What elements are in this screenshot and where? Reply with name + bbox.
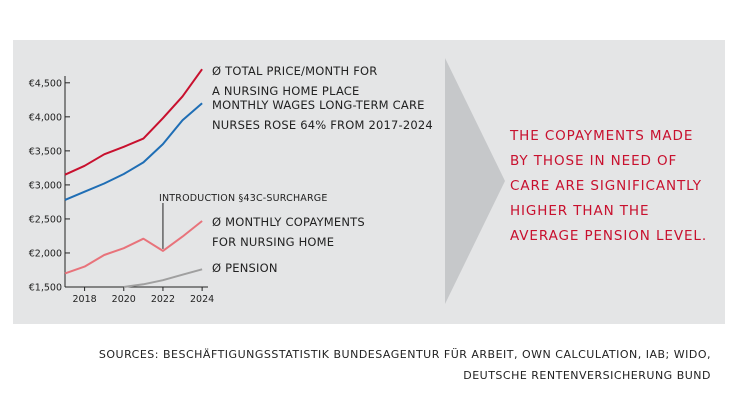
x-tick-label: 2024 xyxy=(190,294,215,305)
series-line-2 xyxy=(65,221,202,273)
series-label-3: Ø PENSION xyxy=(212,261,278,275)
conclusion-text xyxy=(510,124,730,249)
y-tick-label: €3,500 xyxy=(28,146,62,158)
conclusion-line: BY THOSE IN NEED OF xyxy=(510,153,678,169)
sources-note xyxy=(99,344,711,386)
series-label-0: Ø TOTAL PRICE/MONTH FOR xyxy=(212,64,378,78)
x-tick-label: 2020 xyxy=(111,294,136,305)
y-tick-label: €4,500 xyxy=(28,78,62,90)
sources-line: SOURCES: BESCHÄFTIGUNGSSTATISTIK BUNDESAGENTUR FÜR ARBEIT, OWN CALCULATION, IAB; WIDO, xyxy=(98,348,711,361)
series-label-0: A NURSING HOME PLACE xyxy=(212,84,360,98)
y-tick-label: €1,500 xyxy=(28,282,62,294)
series-label-1: MONTHLY WAGES LONG-TERM CARE xyxy=(212,98,425,112)
x-tick-label: 2022 xyxy=(150,294,176,305)
y-tick-label: €3,000 xyxy=(28,180,62,192)
conclusion-line: THE COPAYMENTS MADE xyxy=(510,128,694,144)
series-labels xyxy=(159,64,433,275)
x-tick-label: 2018 xyxy=(72,294,97,305)
sources-line: DEUTSCHE RENTENVERSICHERUNG BUND xyxy=(463,369,711,382)
series-label-1: NURSES ROSE 64% FROM 2017-2024 xyxy=(212,118,433,132)
series-label-2: FOR NURSING HOME xyxy=(212,235,335,249)
series-line-3 xyxy=(124,269,202,287)
conclusion-line: CARE ARE SIGNIFICANTLY xyxy=(510,178,702,194)
conclusion-line: HIGHER THAN THE xyxy=(510,203,650,219)
annotation-label: INTRODUCTION §43C-SURCHARGE xyxy=(159,193,328,204)
series-label-2: Ø MONTHLY COPAYMENTS xyxy=(212,215,365,229)
series-line-1 xyxy=(65,103,202,200)
conclusion-line: AVERAGE PENSION LEVEL. xyxy=(510,228,708,244)
series-lines xyxy=(65,69,202,287)
y-tick-label: €4,000 xyxy=(28,112,62,124)
axes xyxy=(29,76,214,305)
y-tick-label: €2,000 xyxy=(28,248,62,260)
y-tick-label: €2,500 xyxy=(28,214,62,226)
arrow-chevron xyxy=(445,58,505,304)
